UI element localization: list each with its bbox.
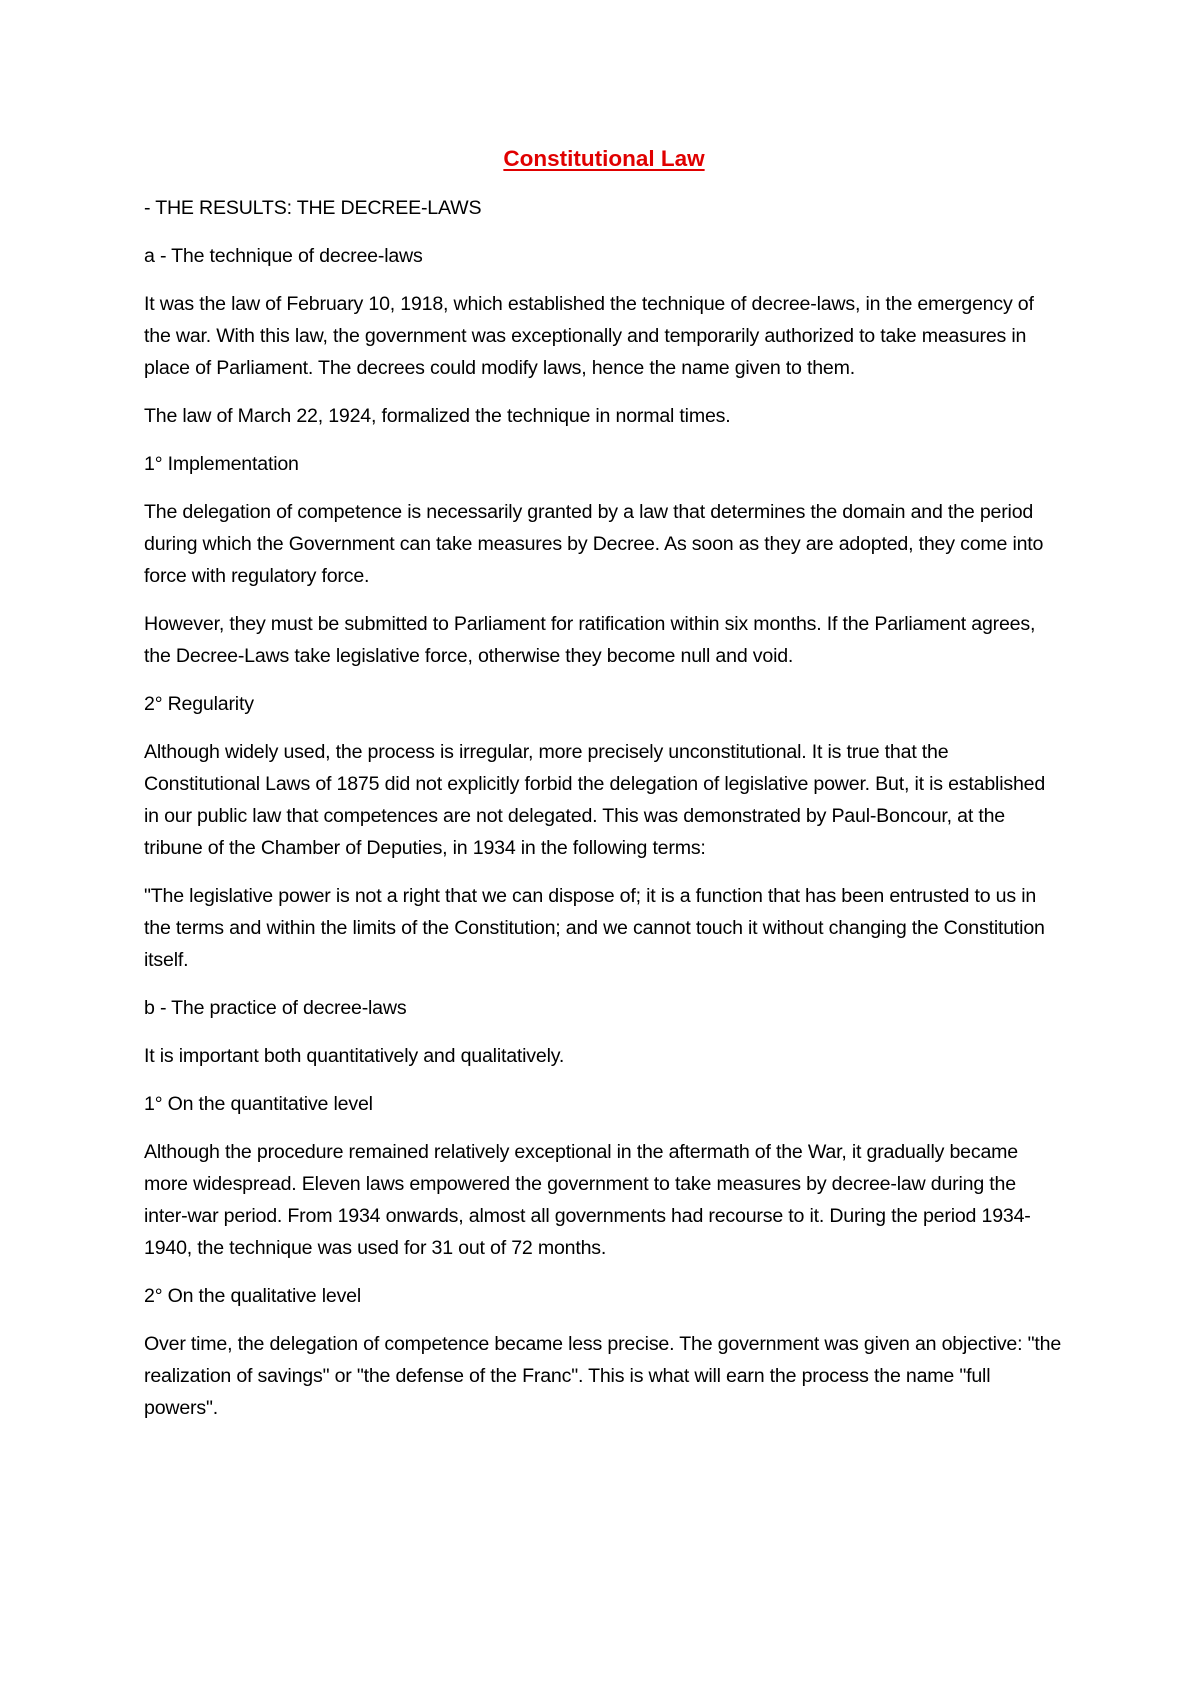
paragraph-unconstitutional: Although widely used, the process is irregular, more precisely unconstitutional. It is true that the Constitutional Laws of 1875 did not explicitly forbid the delegation of legislative power. But, it is established in our public law that competences are not delegated. This was demonstrated by Paul-Boncour, at the tribune of the Chamber of Deputies, in 1934 in the following terms: xyxy=(144,741,1046,859)
paragraph-importance: It is important both quantitatively and qualitatively. xyxy=(144,1045,565,1067)
point-heading-regularity: 2° Regularity xyxy=(144,693,254,715)
paragraph-quote: "The legislative power is not a right that we can dispose of; it is a function that has been entrusted to us in the terms and within the limits of the Constitution; and we cannot touch it without changing the Constitution itself. xyxy=(144,885,1045,971)
paragraph-law-1924: The law of March 22, 1924, formalized the technique in normal times. xyxy=(144,405,731,427)
point-heading-implementation: 1° Implementation xyxy=(144,453,299,475)
subsection-heading-practice: b - The practice of decree-laws xyxy=(144,997,407,1019)
document-title: Constitutional Law xyxy=(503,146,705,171)
point-heading-quantitative: 1° On the quantitative level xyxy=(144,1093,373,1115)
section-heading-results: - THE RESULTS: THE DECREE-LAWS xyxy=(144,197,482,219)
point-heading-qualitative: 2° On the qualitative level xyxy=(144,1285,362,1307)
subsection-heading-technique: a - The technique of decree-laws xyxy=(144,245,423,267)
paragraph-law-1918: It was the law of February 10, 1918, which established the technique of decree-laws, in the emergency of the war. With this law, the government was exceptionally and temporarily authorized to take measures in place of Parliament. The decrees could modify laws, hence the name given to them. xyxy=(144,293,1034,379)
paragraph-qualitative: Over time, the delegation of competence became less precise. The government was given an objective: "the realization of savings" or "the defense of the Franc". This is what will earn the process the name "full powers". xyxy=(144,1333,1062,1419)
document-page xyxy=(144,140,1064,1440)
paragraph-ratification: However, they must be submitted to Parliament for ratification within six months. If the Parliament agrees, the Decree-Laws take legislative force, otherwise they become null and void. xyxy=(144,613,1036,667)
paragraph-quantitative: Although the procedure remained relatively exceptional in the aftermath of the War, it gradually became more widespread. Eleven laws empowered the government to take measures by decree-law during the inter-war period. From 1934 onwards, almost all governments had recourse to it. During the period 1934-1940, the technique was used for 31 out of 72 months. xyxy=(144,1141,1031,1259)
paragraph-delegation: The delegation of competence is necessarily granted by a law that determines the domain and the period during which the Government can take measures by Decree. As soon as they are adopted, they come into force with regulatory force. xyxy=(144,501,1044,587)
